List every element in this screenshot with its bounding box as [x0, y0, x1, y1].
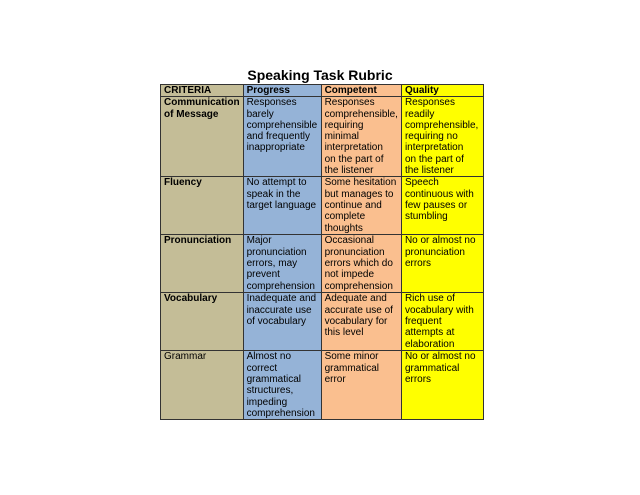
cell-text: No attempt to speak in the target language — [246, 177, 317, 211]
table-row — [161, 235, 484, 293]
cell-text: Vocabulary — [164, 293, 218, 305]
criteria-cell — [161, 177, 244, 235]
cell-text: Some hesitation but manages to continue and complete thoughts — [324, 177, 397, 234]
competent-cell — [321, 351, 401, 420]
cell-text: Inadequate and inaccurate use of vocabulary — [246, 293, 317, 327]
header-progress: Progress — [243, 85, 321, 97]
header-criteria: CRITERIA — [161, 85, 244, 97]
cell-text: No or almost no grammatical errors — [404, 351, 476, 385]
cell-text: Responses comprehensible, requiring minimal interpretation on the part of the listener — [324, 97, 398, 177]
progress-cell — [243, 235, 321, 293]
rubric-title: Speaking Task Rubric — [247, 67, 393, 83]
cell-text: Some minor grammatical error — [324, 351, 380, 385]
cell-text: Responses barely comprehensible and frequently inappropriate — [246, 97, 318, 154]
table-row — [161, 351, 484, 420]
cell-text: No or almost no pronunciation errors — [404, 235, 476, 269]
cell-text: Fluency — [164, 177, 202, 189]
cell-text: Adequate and accurate use of vocabulary for this level — [324, 293, 393, 339]
table-row — [161, 177, 484, 235]
quality-cell — [401, 97, 483, 177]
criteria-cell — [161, 293, 244, 351]
competent-cell — [321, 97, 401, 177]
cell-text: Rich use of vocabulary with frequent attempts at elaboration — [404, 293, 474, 350]
criteria-cell — [161, 97, 244, 177]
rubric-table — [160, 84, 484, 420]
cell-text: Major pronunciation errors, may prevent comprehension — [246, 235, 315, 292]
competent-cell — [321, 293, 401, 351]
header-row — [161, 85, 484, 97]
progress-cell — [243, 293, 321, 351]
quality-cell — [401, 351, 483, 420]
header-quality: Quality — [401, 85, 483, 97]
progress-cell — [243, 97, 321, 177]
table-row — [161, 97, 484, 177]
criteria-cell — [161, 235, 244, 293]
cell-text: Grammar — [164, 351, 207, 363]
progress-cell — [243, 351, 321, 420]
quality-cell — [401, 177, 483, 235]
criteria-cell — [161, 351, 244, 420]
cell-text: Communication of Message — [164, 97, 240, 120]
quality-cell — [401, 235, 483, 293]
cell-text: Responses readily comprehensible, requiring no interpretation on the part of the listener — [404, 97, 479, 177]
cell-text: Occasional pronunciation errors which do not impede comprehension — [324, 235, 393, 292]
table-row — [161, 293, 484, 351]
progress-cell — [243, 177, 321, 235]
cell-text: Speech continuous with few pauses or stumbling — [404, 177, 474, 223]
competent-cell — [321, 177, 401, 235]
quality-cell — [401, 293, 483, 351]
competent-cell — [321, 235, 401, 293]
header-competent: Competent — [321, 85, 401, 97]
cell-text: Almost no correct grammatical structures, impeding comprehension — [246, 351, 315, 419]
cell-text: Pronunciation — [164, 235, 232, 247]
